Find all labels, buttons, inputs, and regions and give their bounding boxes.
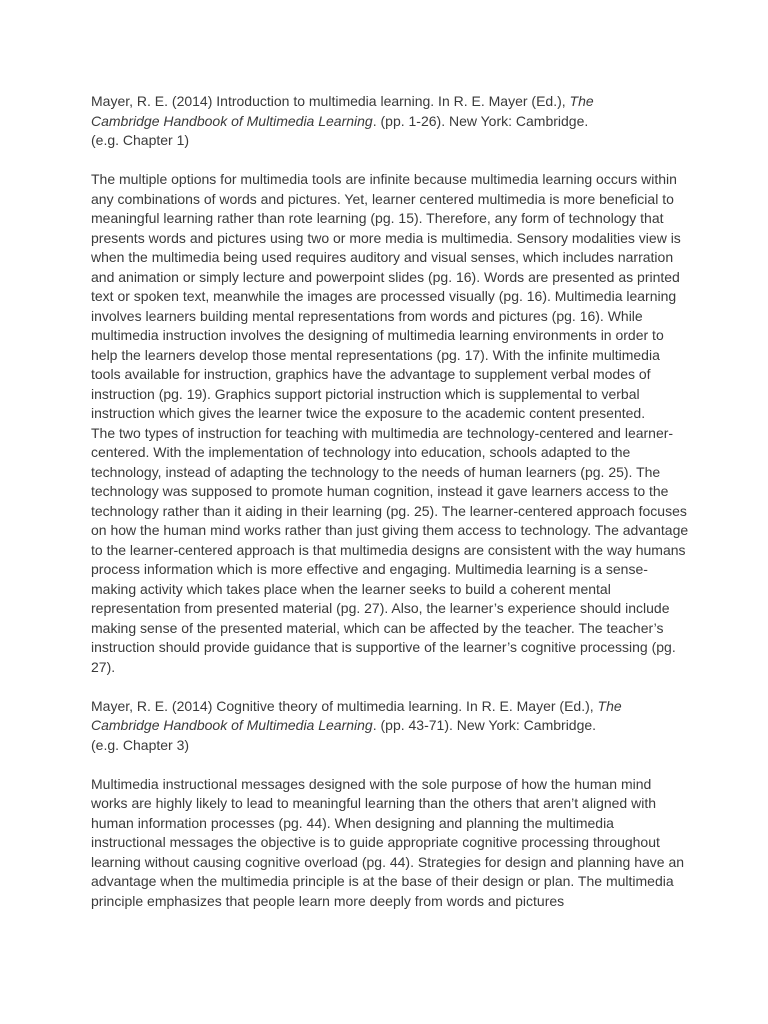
citation-text: . (pp. 43-71). New York: Cambridge. <box>372 717 597 733</box>
citation-text: Mayer, R. E. (2014) Introduction to multimedia learning. In R. E. Mayer (Ed.), <box>91 93 570 109</box>
summary-paragraph: The two types of instruction for teaching with multimedia are technology-centered and learner-centered. With the implementation of technology into education, schools adapted to the technology, instead of adapting the technology to the needs of human learners (pg. 25). The technology was supposed to promote human cognition, instead it gave learners access to the technology rather than it aiding in their learning (pg. 25). The learner-centered approach focuses on how the human mind works rather than just giving them access to technology. The advantage to the learner-centered approach is that multimedia designs are consistent with the way humans process information which is more effective and engaging. Multimedia learning is a sense-making activity which takes place when the learner seeks to build a coherent mental representation from presented material (pg. 27). Also, the learner’s experience should include making sense of the presented material, which can be affected by the teacher. The teacher’s instruction should provide guidance that is supportive of the learner’s cognitive processing (pg. 27). <box>91 424 689 675</box>
citation-line <box>91 112 691 132</box>
paragraph-gap <box>91 755 691 775</box>
citation-text: Mayer, R. E. (2014) Cognitive theory of multimedia learning. In R. E. Mayer (Ed.), <box>91 697 598 714</box>
citation-title-italic: The <box>569 93 594 109</box>
citation-chapter-3 <box>91 697 691 756</box>
citation-note: (e.g. Chapter 1) <box>91 132 190 148</box>
document-body <box>91 92 691 911</box>
paragraph-gap <box>91 151 691 171</box>
summary-paragraph: The multiple options for multimedia tools are infinite because multimedia learning occurs within any combinations of words and pictures. Yet, learner centered multimedia is more beneficial to meaningful learning rather than rote learning (pg. 15). Therefore, any form of technology that presents words and pictures using two or more media is multimedia. Sensory modalities view is when the multimedia being used requires auditory and visual senses, which includes narration and animation or simply lecture and powerpoint slides (pg. 16). Words are presented as printed text or spoken text, meanwhile the images are processed visually (pg. 16). Multimedia learning involves learners building mental representations from words and pictures (pg. 16). While multimedia instruction involves the designing of multimedia learning environments in order to help the learners develop those mental representations (pg. 17). With the infinite multimedia tools available for instruction, graphics have the advantage to supplement verbal modes of instruction (pg. 19). Graphics support pictorial instruction which is supplemental to verbal instruction which gives the learner twice the exposure to the academic content presented. <box>91 171 681 421</box>
citation-line <box>91 697 691 717</box>
paragraph-gap <box>91 677 691 697</box>
citation-note: (e.g. Chapter 3) <box>91 736 190 753</box>
citation-line <box>91 716 691 736</box>
citation-line <box>91 92 691 112</box>
citation-chapter-1 <box>91 92 691 151</box>
citation-book-title: Cambridge Handbook of Multimedia Learning <box>91 717 373 733</box>
summary-paragraph: Multimedia instructional messages designed with the sole purpose of how the human mind works are highly likely to lead to meaningful learning than the others that aren’t aligned with human information processes (pg. 44). When designing and planning the multimedia instructional messages the objective is to guide appropriate cognitive processing throughout learning without causing cognitive overload (pg. 44). Strategies for design and planning have an advantage when the multimedia principle is at the base of their design or plan. The multimedia principle emphasizes that people learn more deeply from words and pictures <box>91 775 685 909</box>
citation-text: . (pp. 1-26). New York: Cambridge. <box>372 112 589 129</box>
citation-book-title: Cambridge Handbook of Multimedia Learning <box>91 112 373 129</box>
citation-title-italic: The <box>597 697 622 714</box>
